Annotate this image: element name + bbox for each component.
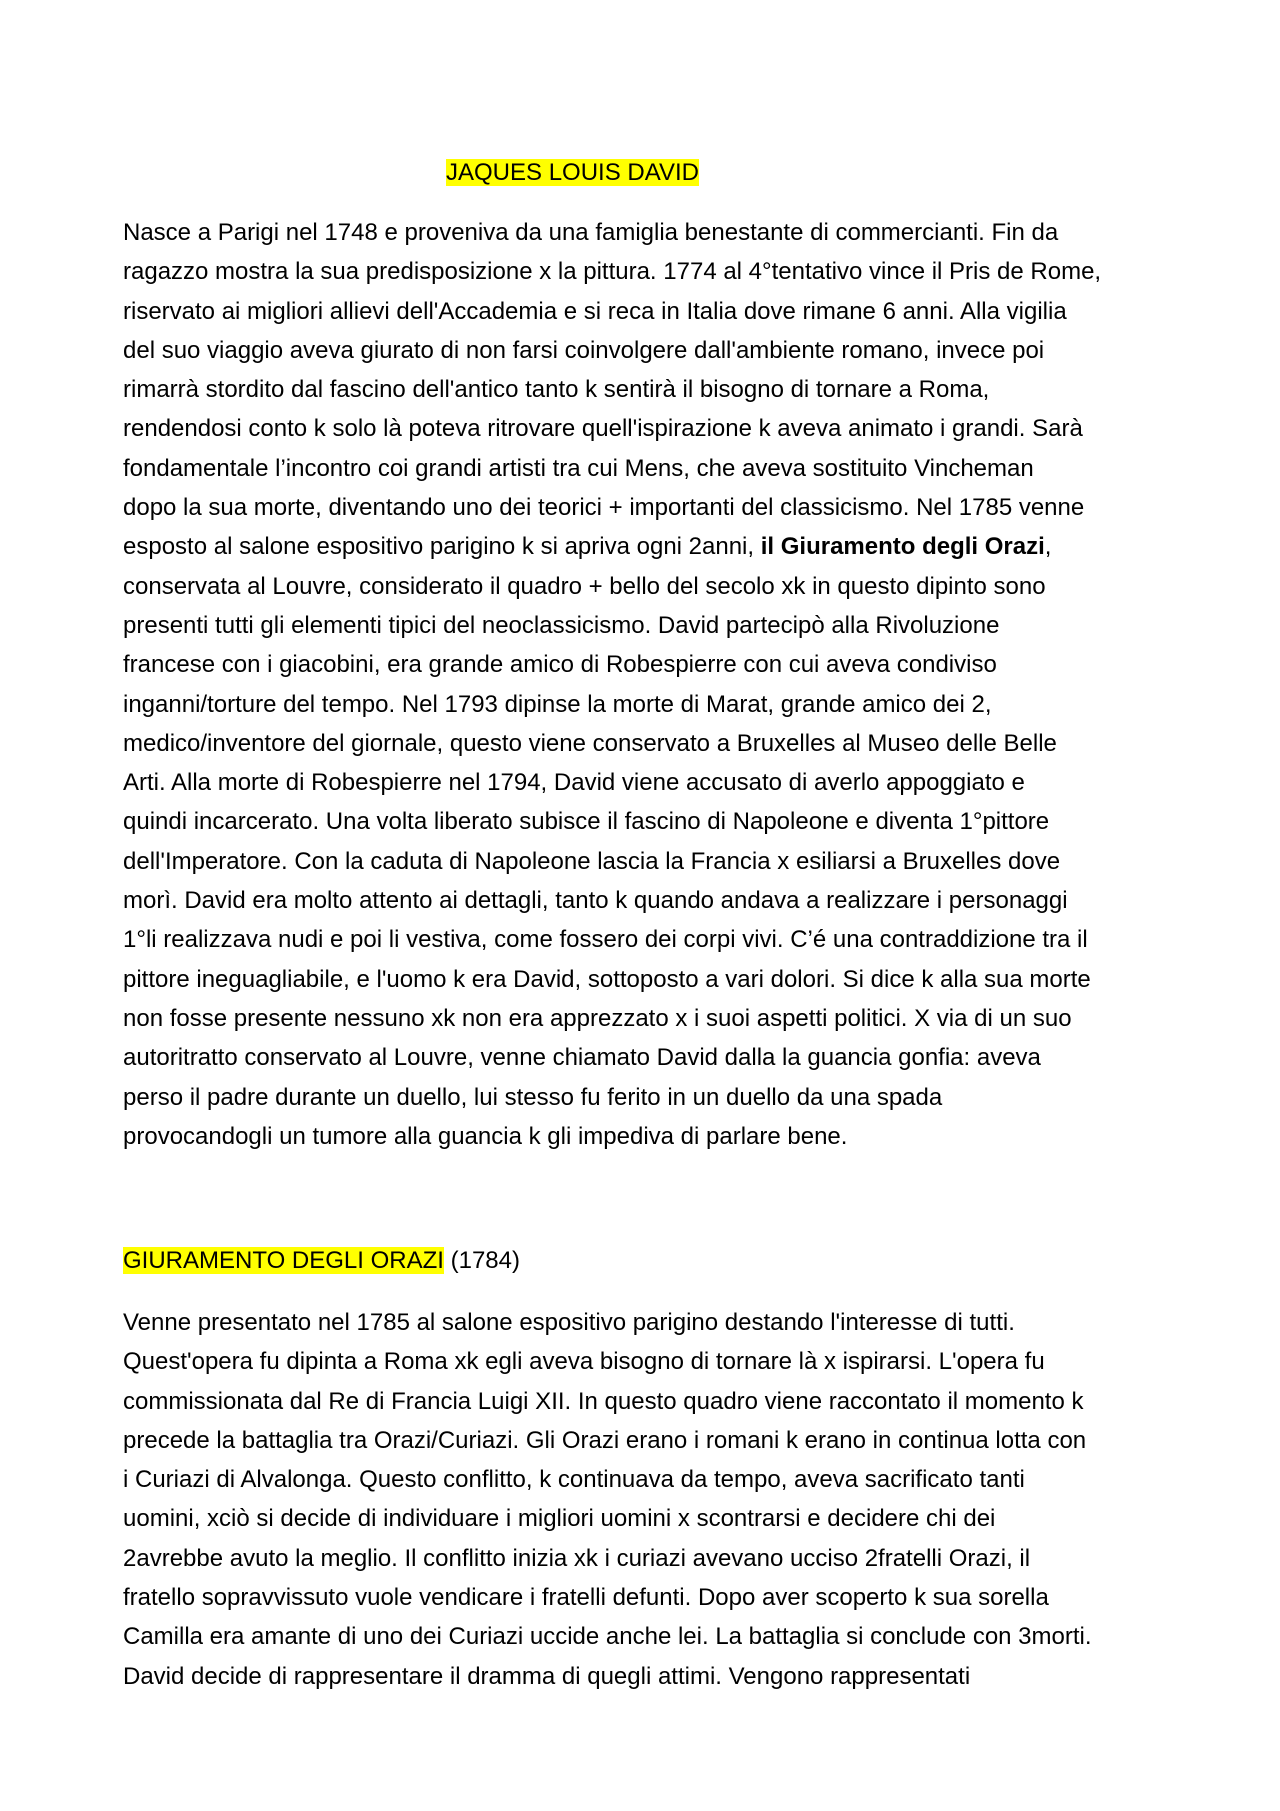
section-heading	[123, 1244, 520, 1278]
text-line: pittore ineguagliabile, e l'uomo k era David, sottoposto a vari dolori. Si dice k alla sua morte	[123, 965, 1091, 993]
text-line: presenti tutti gli elementi tipici del neoclassicismo. David partecipò alla Rivoluzione	[123, 611, 1000, 639]
text-line: quindi incarcerato. Una volta liberato subisce il fascino di Napoleone e diventa 1°pittore	[123, 808, 1050, 836]
text-line: rendendosi conto k solo là poteva ritrovare quell'ispirazione k aveva animato i grandi. Sarà	[123, 415, 1083, 443]
text-line: del suo viaggio aveva giurato di non farsi coinvolgere dall'ambiente romano, invece poi	[123, 336, 1045, 364]
text-line: dell'Imperatore. Con la caduta di Napoleone lascia la Francia x esiliarsi a Bruxelles dove	[123, 847, 1061, 875]
text-line: dopo la sua morte, diventando uno dei teorici + importanti del classicismo. Nel 1785 venne	[123, 494, 1085, 522]
text-line: francese con i giacobini, era grande amico di Robespierre con cui aveva condiviso	[123, 651, 997, 679]
text-line: David decide di rappresentare il dramma di quegli attimi. Vengono rappresentati	[123, 1662, 971, 1690]
text-line: perso il padre durante un duello, lui stesso fu ferito in un duello da una spada	[123, 1083, 943, 1111]
text-line: inganni/torture del tempo. Nel 1793 dipinse la morte di Marat, grande amico dei 2,	[123, 690, 992, 718]
text-line: Quest'opera fu dipinta a Roma xk egli aveva bisogno di tornare là x ispirarsi. L'opera fu	[123, 1348, 1045, 1376]
text-line: fondamentale l’incontro coi grandi artisti tra cui Mens, che aveva sostituito Vincheman	[123, 454, 1034, 482]
title-highlight: JAQUES LOUIS DAVID	[446, 159, 699, 186]
text-line: esposto al salone espositivo parigino k si apriva ogni 2anni, il Giuramento degli Orazi,	[123, 533, 1052, 561]
text-line: i Curiazi di Alvalonga. Questo conflitto, k continuava da tempo, aveva sacrificato tanti	[123, 1466, 1025, 1494]
text-line: provocandogli un tumore alla guancia k gli impediva di parlare bene.	[123, 1122, 848, 1150]
text-line: precede la battaglia tra Orazi/Curiazi. Gli Orazi erano i romani k erano in continua lotta con	[123, 1426, 1087, 1454]
text-line: morì. David era molto attento ai dettagli, tanto k quando andava a realizzare i personaggi	[123, 887, 1068, 915]
orazi-paragraph	[123, 1303, 1183, 1696]
text-line: uomini, xciò si decide di individuare i migliori uomini x scontrarsi e decidere chi dei	[123, 1505, 996, 1533]
text-line: 2avrebbe avuto la meglio. Il conflitto inizia xk i curiazi avevano ucciso 2fratelli Orazi, il	[123, 1544, 1031, 1572]
text-line: non fosse presente nessuno xk non era apprezzato x i suoi aspetti politici. X via di un suo	[123, 1004, 1072, 1032]
bio-paragraph	[123, 213, 1183, 1156]
text-line: fratello sopravvissuto vuole vendicare i fratelli defunti. Dopo aver scoperto k sua sorella	[123, 1584, 1049, 1612]
bold-painting-title: il Giuramento degli Orazi	[760, 533, 1045, 561]
text-line: Arti. Alla morte di Robespierre nel 1794, David viene accusato di averlo appoggiato e	[123, 769, 1025, 797]
text-line: Nasce a Parigi nel 1748 e proveniva da una famiglia benestante di commercianti. Fin da	[123, 219, 1059, 246]
text-line: riservato ai migliori allievi dell'Accademia e si reca in Italia dove rimane 6 anni. Alla vigilia	[123, 297, 1067, 325]
text-line: conservata al Louvre, considerato il quadro + bello del secolo xk in questo dipinto sono	[123, 572, 1046, 600]
text-line: Camilla era amante di uno dei Curiazi uccide anche lei. La battaglia si conclude con 3morti.	[123, 1623, 1092, 1651]
text-line: medico/inventore del giornale, questo viene conservato a Bruxelles al Museo delle Belle	[123, 729, 1057, 757]
text-line: rimarrà stordito dal fascino dell'antico tanto k sentirà il bisogno di tornare a Roma,	[123, 376, 990, 404]
text-line: 1°li realizzava nudi e poi li vestiva, come fossero dei corpi vivi. C’é una contraddizione tra il	[123, 926, 1088, 954]
text-line: Venne presentato nel 1785 al salone espositivo parigino destando l'interesse di tutti.	[123, 1309, 1015, 1336]
document-title	[446, 156, 699, 190]
text-line: autoritratto conservato al Louvre, venne chiamato David dalla la guancia gonfia: aveva	[123, 1044, 1041, 1072]
section-heading-highlight: GIURAMENTO DEGLI ORAZI	[123, 1247, 444, 1274]
text-line: ragazzo mostra la sua predisposizione x la pittura. 1774 al 4°tentativo vince il Pris de Rome,	[123, 258, 1102, 286]
section-heading-year: (1784)	[443, 1247, 520, 1274]
text-line: commissionata dal Re di Francia Luigi XII. In questo quadro viene raccontato il momento k	[123, 1387, 1084, 1415]
